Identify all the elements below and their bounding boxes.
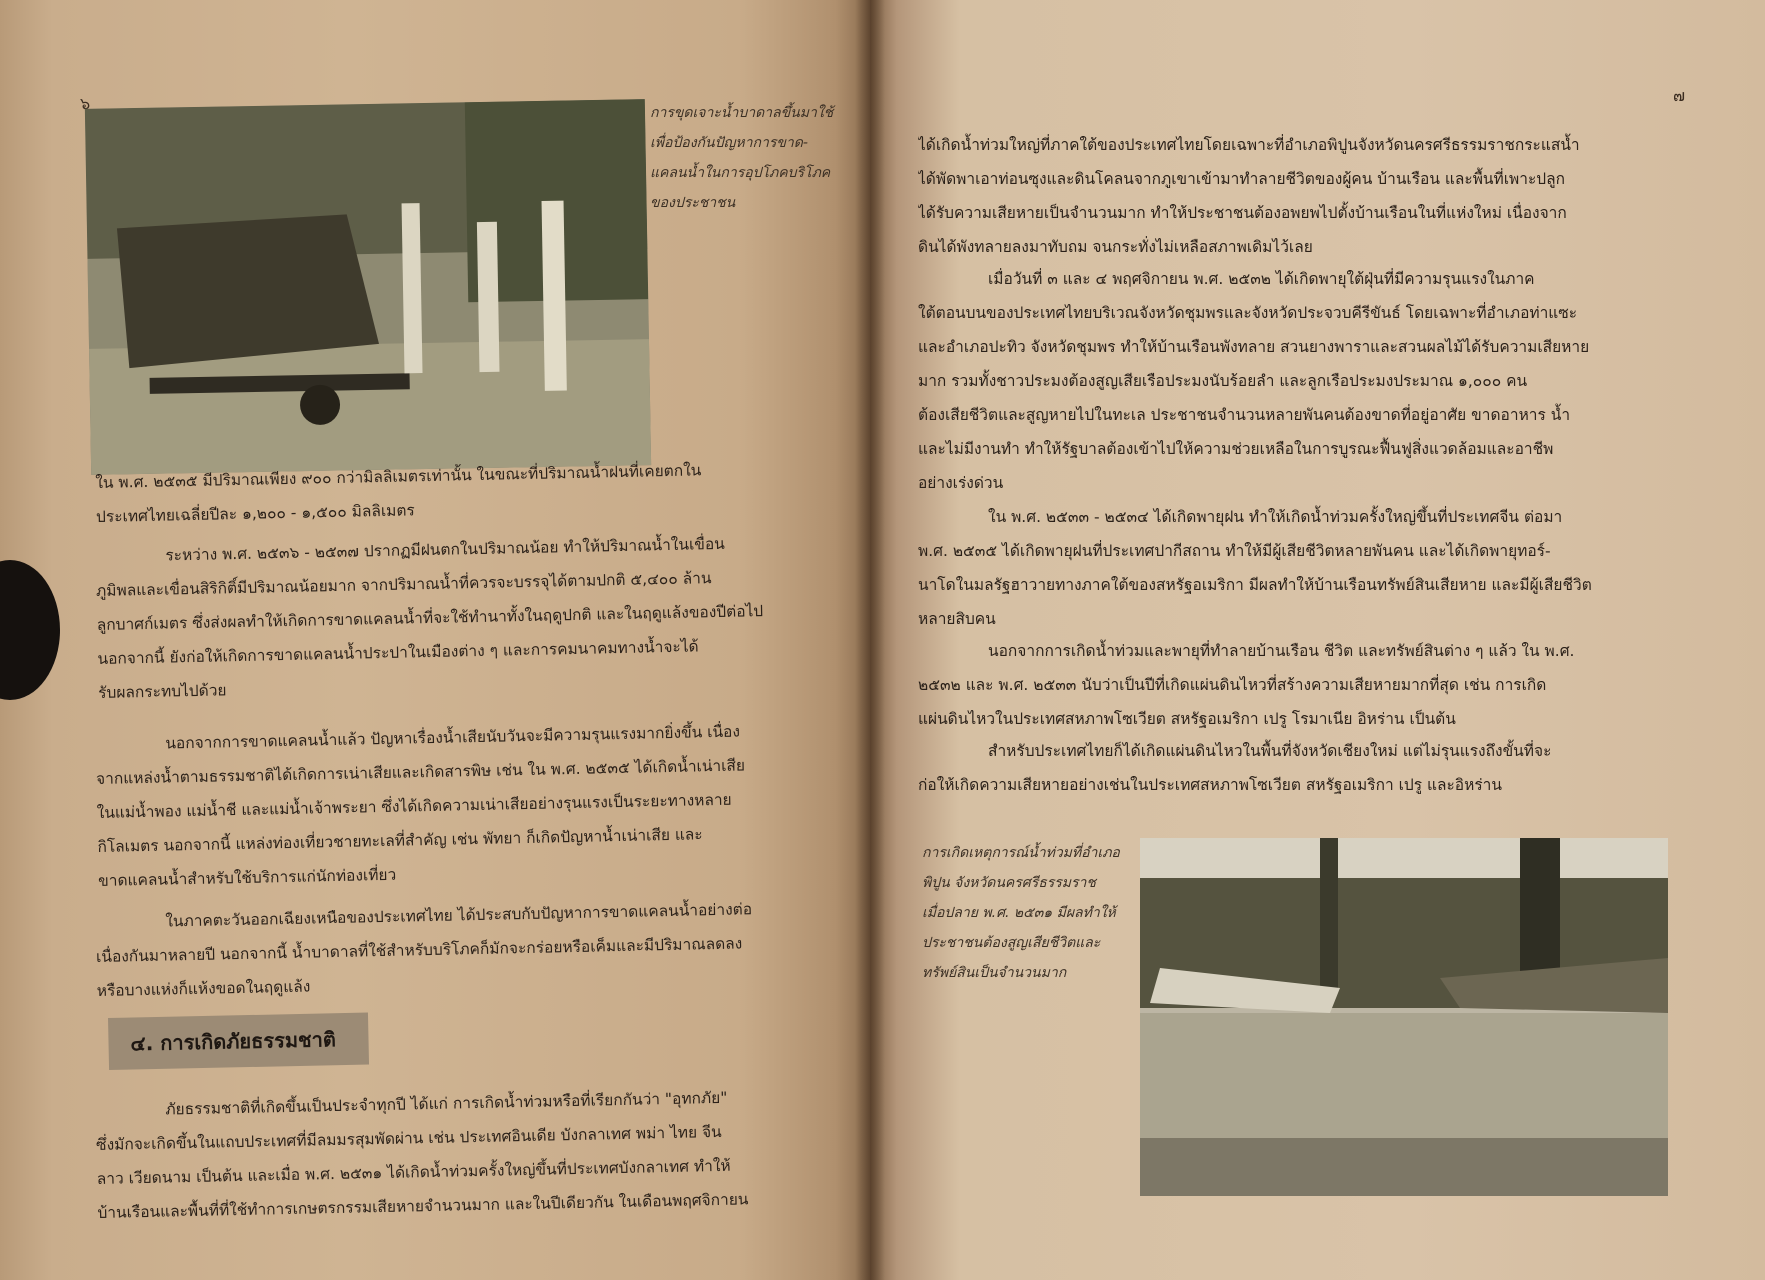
caption-line: พิปูน จังหวัดนครศรีธรรมราช (922, 875, 1096, 891)
page-number-right: ๗ (1672, 86, 1685, 105)
text-line: ได้เกิดน้ำท่วมใหญ่ที่ภาคใต้ของประเทศไทยโดยเฉพาะที่อำเภอพิปูนจังหวัดนครศรีธรรมราชกระแสน้ำ (918, 136, 1580, 154)
text-line: ใน พ.ศ. ๒๕๓๕ มีปริมาณเพียง ๙๐๐ กว่ามิลลิเมตรเท่านั้น ในขณะที่ปริมาณน้ำฝนที่เคยตกใน (95, 461, 702, 492)
text-line: จากแหล่งน้ำตามธรรมชาติได้เกิดการเน่าเสียและเกิดสารพิษ เช่น ใน พ.ศ. ๒๕๓๕ ได้เกิดน้ำเน่าเสีย (95, 756, 746, 788)
left-page (0, 0, 870, 1280)
caption-line: การเกิดเหตุการณ์น้ำท่วมที่อำเภอ (922, 845, 1120, 861)
photo-caption-left (650, 98, 833, 218)
caption-line: ของประชาชน (650, 195, 736, 211)
text-line: ระหว่าง พ.ศ. ๒๕๓๖ - ๒๕๓๗ ปรากฏมีฝนตกในปริมาณน้อย ทำให้ปริมาณน้ำในเขื่อน (165, 534, 725, 565)
photo-caption-right (922, 838, 1120, 988)
text-line: ภัยธรรมชาติที่เกิดขึ้นเป็นประจำทุกปี ได้แก่ การเกิดน้ำท่วมหรือที่เรียกกันว่า "อุทกภัย" (165, 1088, 728, 1119)
text-line: ต้องเสียชีวิตและสูญหายไปในทะเล ประชาชนจำนวนหลายพันคนต้องขาดที่อยู่อาศัย ขาดอาหาร น้ำ (918, 406, 1571, 424)
section-heading (108, 1013, 369, 1070)
paragraph-left-1 (95, 450, 856, 534)
caption-line: ประชาชนต้องสูญเสียชีวิตและ (922, 935, 1101, 951)
text-line: ในภาคตะวันออกเฉียงเหนือของประเทศไทย ได้ประสบกับปัญหาการขาดแคลนน้ำอย่างต่อ (165, 900, 753, 931)
text-line: ขาดแคลนน้ำสำหรับใช้บริการแก่นักท่องเที่ยว (98, 865, 397, 890)
caption-line: เพื่อป้องกันปัญหาการขาด- (650, 135, 808, 151)
caption-line: การขุดเจาะน้ำบาดาลขึ้นมาใช้ (650, 105, 834, 121)
text-line: แผ่นดินไหวในประเทศสหภาพโซเวียต สหรัฐอเมริกา เปรู โรมาเนีย อิหร่าน เป็นต้น (918, 710, 1456, 728)
text-line: ลาว เวียดนาม เป็นต้น และเมื่อ พ.ศ. ๒๕๓๑ ได้เกิดน้ำท่วมครั้งใหญ่ขึ้นที่ประเทศบังกลาเทศ ทำให้ (96, 1156, 731, 1188)
text-line: เนื่องกันมาหลายปี นอกจากนี้ น้ำบาดาลที่ใช้สำหรับบริโภคก็มักจะกร่อยหรือเค็มและมีปริมาณลดลง (95, 934, 743, 966)
photo-well-drilling (85, 99, 651, 475)
text-line: กิโลเมตร นอกจากนี้ แหล่งท่องเที่ยวชายทะเลที่สำคัญ เช่น พัทยา ก็เกิดปัญหาน้ำเน่าเสีย และ (97, 825, 703, 856)
text-line: นาโดในมลรัฐฮาวายทางภาคใต้ของสหรัฐอเมริกา มีผลทำให้บ้านเรือนทรัพย์สินเสียหาย และมีผู้เสียชีวิต (918, 576, 1592, 594)
photo-flood (1140, 838, 1668, 1196)
right-page (870, 0, 1765, 1280)
paragraph-right-4 (918, 634, 1728, 736)
text-line: ใน พ.ศ. ๒๕๓๓ - ๒๕๓๔ ได้เกิดพายุฝน ทำให้เกิดน้ำท่วมครั้งใหญ่ขึ้นที่ประเทศจีน ต่อมา (988, 508, 1563, 526)
caption-line: เมื่อปลาย พ.ศ. ๒๕๓๑ มีผลทำให้ (922, 905, 1116, 921)
text-line: นอกจากนี้ ยังก่อให้เกิดการขาดแคลนน้ำประปาในเมืองต่าง ๆ และการคมนาคมทางน้ำจะได้ (97, 637, 699, 668)
text-line: และไม่มีงานทำ ทำให้รัฐบาลต้องเข้าไปให้ความช่วยเหลือในการบูรณะฟื้นฟูสิ่งแวดล้อมและอาชีพ (918, 440, 1554, 458)
section-heading-text: ๔. การเกิดภัยธรรมชาติ (130, 1027, 337, 1056)
text-line: นอกจากการเกิดน้ำท่วมและพายุที่ทำลายบ้านเรือน ชีวิต และทรัพย์สินต่าง ๆ แล้ว ใน พ.ศ. (988, 642, 1575, 660)
text-line: มาก รวมทั้งชาวประมงต้องสูญเสียเรือประมงนับร้อยลำ และลูกเรือประมงประมาณ ๑,๐๐๐ คน (918, 372, 1528, 390)
text-line: พ.ศ. ๒๕๓๕ ได้เกิดพายุฝนที่ประเทศปากีสถาน ทำให้มีผู้เสียชีวิตหลายพันคน และได้เกิดพายุทอร์- (918, 542, 1551, 560)
book-gutter (855, 0, 885, 1280)
text-line: และอำเภอปะทิว จังหวัดชุมพร ทำให้บ้านเรือนพังทลาย สวนยางพาราและสวนผลไม้ได้รับความเสียหาย (918, 338, 1590, 356)
text-line: ใต้ตอนบนของประเทศไทยบริเวณจังหวัดชุมพรและจังหวัดประจวบคีรีขันธ์ โดยเฉพาะที่อำเภอท่าแซะ (918, 304, 1578, 322)
text-line: ดินได้พังทลายลงมาทับถม จนกระทั่งไม่เหลือสภาพเดิมไว้เลย (918, 238, 1313, 256)
paragraph-left-4 (95, 890, 857, 1008)
text-line: นอกจากการขาดแคลนน้ำแล้ว ปัญหาเรื่องน้ำเสียนับวันจะมีความรุนแรงมากยิ่งขึ้น เนื่อง (165, 722, 741, 753)
text-line: ประเทศไทยเฉลี่ยปีละ ๑,๒๐๐ - ๑,๕๐๐ มิลลิเมตร (95, 501, 415, 526)
text-line: อย่างเร่งด่วน (918, 474, 1004, 492)
text-line: ลูกบาศก์เมตร ซึ่งส่งผลทำให้เกิดการขาดแคลนน้ำที่จะใช้ทำนาทั้งในฤดูปกติ และในฤดูแล้งของปีต่อไป (96, 602, 764, 634)
paragraph-left-5 (95, 1078, 858, 1230)
text-line: ได้รับความเสียหายเป็นจำนวนมาก ทำให้ประชาชนต้องอพยพไปตั้งบ้านเรือนในที่แห่งใหม่ เนื่องจาก (918, 204, 1567, 222)
text-line: ในแม่น้ำพอง แม่น้ำชี และแม่น้ำเจ้าพระยา ซึ่งได้เกิดความเน่าเสียอย่างรุนแรงเป็นระยะทางหลาย (96, 790, 732, 822)
paragraph-left-3 (95, 712, 858, 898)
page-number-left: ๖ (80, 94, 91, 113)
caption-line: ทรัพย์สินเป็นจำนวนมาก (922, 965, 1067, 981)
paragraph-right-3 (918, 500, 1728, 636)
paragraph-left-2 (95, 524, 858, 710)
text-line: เมื่อวันที่ ๓ และ ๔ พฤศจิกายน พ.ศ. ๒๕๓๒ ได้เกิดพายุใต้ฝุ่นที่มีความรุนแรงในภาค (988, 270, 1535, 288)
text-line: บ้านเรือนและพื้นที่ที่ใช้ทำการเกษตรกรรมเสียหายจำนวนมาก และในปีเดียวกัน ในเดือนพฤศจิกายน (97, 1190, 749, 1222)
paragraph-right-5 (918, 734, 1728, 802)
binding-hole (0, 560, 60, 700)
text-line: ภูมิพลและเขื่อนสิริกิติ์มีปริมาณน้อยมาก จากปริมาณน้ำที่ควรจะบรรจุได้ตามปกติ ๕,๔๐๐ ล้าน (95, 569, 712, 600)
text-line: รับผลกระทบไปด้วย (98, 681, 227, 702)
text-line: หรือบางแห่งก็แห้งขอดในฤดูแล้ง (96, 977, 311, 1000)
paragraph-right-2 (918, 262, 1728, 500)
text-line: ก่อให้เกิดความเสียหายอย่างเช่นในประเทศสหภาพโซเวียต สหรัฐอเมริกา เปรู และอิหร่าน (918, 776, 1502, 794)
text-line: ๒๕๓๒ และ พ.ศ. ๒๕๓๓ นับว่าเป็นปีที่เกิดแผ่นดินไหวที่สร้างความเสียหายมากที่สุด เช่น การเกิด (918, 676, 1547, 694)
text-line: ได้พัดพาเอาท่อนซุงและดินโคลนจากภูเขาเข้ามาทำลายชีวิตของผู้คน บ้านเรือน และพื้นที่เพาะปลูก (918, 170, 1565, 188)
text-line: ซึ่งมักจะเกิดขึ้นในแถบประเทศที่มีลมมรสุมพัดผ่าน เช่น ประเทศอินเดีย บังกลาเทศ พม่า ไทย จีน (95, 1122, 722, 1154)
text-line: สำหรับประเทศไทยก็ได้เกิดแผ่นดินไหวในพื้นที่จังหวัดเชียงใหม่ แต่ไม่รุนแรงถึงขั้นที่จะ (988, 742, 1552, 760)
text-line: หลายสิบคน (918, 610, 996, 628)
paragraph-right-1 (918, 128, 1728, 264)
caption-line: แคลนน้ำในการอุปโภคบริโภค (650, 165, 831, 181)
